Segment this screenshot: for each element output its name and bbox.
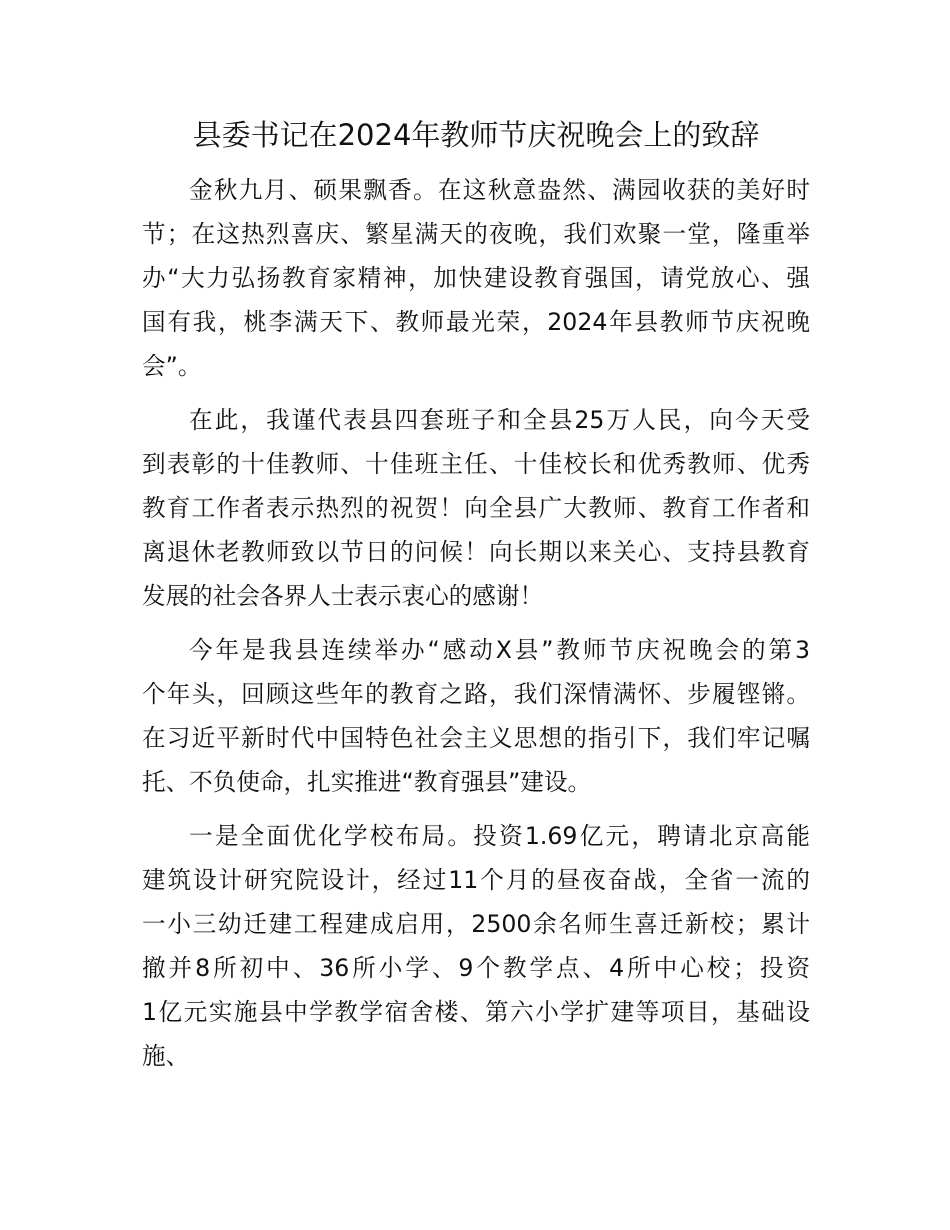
paragraph [142, 168, 810, 388]
paragraph [142, 628, 810, 804]
paragraph-line: 一是全面优化学校布局。投资1.69亿元，聘请北京高能 [189, 822, 810, 850]
paragraph-line: 建筑设计研究院设计，经过11个月的昼夜奋战，全省一流的 [142, 866, 810, 894]
paragraph-line: 在此，我谨代表县四套班子和全县25万人民，向今天受 [189, 406, 810, 434]
paragraph-line: 在习近平新时代中国特色社会主义思想的指引下，我们牢记嘱 [142, 724, 810, 752]
paragraph-line: 个年头，回顾这些年的教育之路，我们深情满怀、步履铿锵。 [142, 680, 810, 708]
paragraph-line: 今年是我县连续举办“感动X县”教师节庆祝晚会的第3 [189, 636, 810, 664]
document-title: 县委书记在2024年教师节庆祝晚会上的致辞 [192, 118, 760, 152]
paragraph [142, 814, 810, 1078]
paragraph-line: 离退休老教师致以节日的问候！向长期以来关心、支持县教育 [142, 538, 810, 566]
paragraph-line: 1亿元实施县中学教学宿舍楼、第六小学扩建等项目，基础设 [142, 998, 810, 1026]
paragraph-line: 会”。 [142, 352, 202, 380]
paragraph-line: 到表彰的十佳教师、十佳班主任、十佳校长和优秀教师、优秀 [142, 450, 810, 478]
document-body [142, 168, 810, 1088]
paragraph-line: 金秋九月、硕果飘香。在这秋意盎然、满园收获的美好时 [189, 176, 810, 204]
paragraph-line: 发展的社会各界人士表示衷心的感谢！ [142, 582, 544, 610]
paragraph-line: 办“大力弘扬教育家精神，加快建设教育强国，请党放心、强 [142, 264, 810, 292]
paragraph-line: 托、不负使命，扎实推进“教育强县”建设。 [142, 768, 592, 796]
paragraph-line: 施、 [142, 1042, 190, 1070]
paragraph-line: 国有我，桃李满天下、教师最光荣，2024年县教师节庆祝晚 [142, 308, 810, 336]
paragraph-line: 撤并8所初中、36所小学、9个教学点、4所中心校；投资 [142, 954, 810, 982]
paragraph [142, 398, 810, 618]
paragraph-line: 教育工作者表示热烈的祝贺！向全县广大教师、教育工作者和 [142, 494, 810, 522]
paragraph-line: 一小三幼迁建工程建成启用，2500余名师生喜迁新校；累计 [142, 910, 810, 938]
paragraph-line: 节；在这热烈喜庆、繁星满天的夜晚，我们欢聚一堂，隆重举 [142, 220, 810, 248]
